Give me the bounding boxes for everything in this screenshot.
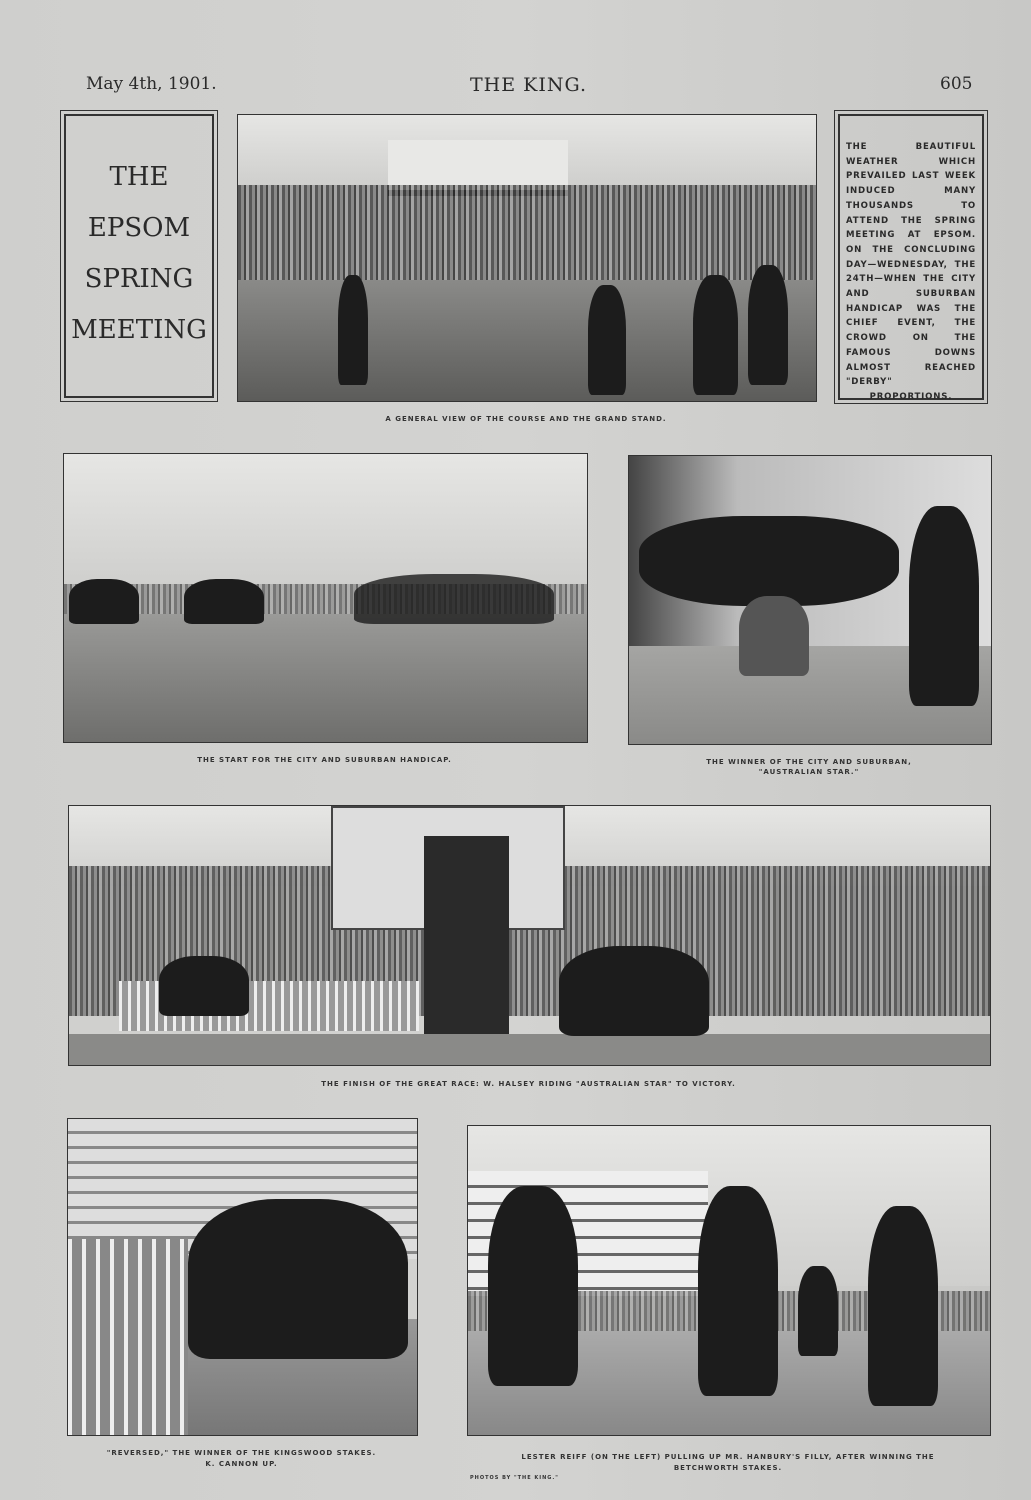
title-line: THE [109,162,169,192]
title-line: MEETING [71,315,207,345]
title-line: SPRING [84,264,194,294]
caption-finish: THE FINISH OF THE GREAT RACE: W. HALSEY RIDING "AUSTRALIAN STAR" TO VICTORY. [321,1080,736,1088]
caption-winner-1: THE WINNER OF THE CITY AND SUBURBAN, [706,758,912,766]
title-box [64,114,214,398]
caption-betchworth-2: BETCHWORTH STAKES. [673,1464,783,1472]
photo-betchworth [467,1125,991,1436]
caption-reversed-1: "REVERSED," THE WINNER OF THE KINGSWOOD STAKES. [106,1449,377,1457]
photo-winner [628,455,992,745]
caption-reversed-2: K. CANNON UP. [205,1460,278,1468]
photo-finish [68,805,991,1066]
title-line: EPSOM [87,213,191,243]
issue-date: May 4th, 1901. [86,74,217,94]
magazine-title: THE KING. [470,74,588,96]
photo-credit: PHOTOS BY "THE KING." [470,1475,559,1481]
caption-betchworth-1: LESTER REIFF (ON THE LEFT) PULLING UP MR. HANBURY'S FILLY, AFTER WINNING THE [521,1453,935,1461]
caption-start: THE START FOR THE CITY AND SUBURBAN HANDICAP. [197,756,452,764]
caption-winner-2: "AUSTRALIAN STAR." [758,768,860,776]
photo-start [63,453,588,743]
photo-reversed [67,1118,418,1436]
photo-general-view [237,114,817,402]
page-number: 605 [940,74,973,94]
intro-box [838,114,984,400]
caption-general-view: A GENERAL VIEW OF THE COURSE AND THE GRAND STAND. [385,415,667,423]
intro-text: THE BEAUTIFUL WEATHER WHICH PREVAILED LAST WEEK INDUCED MANY THOUSANDS TO ATTEND THE SPRING MEETING AT EPSOM. ON THE CONCLUDING DAY—WEDNESDAY, THE 24TH—WHEN THE CITY AND SUBURBAN HANDICAP WAS THE CHIEF EVENT, THE CROWD ON THE FAMOUS DOWNS ALMOST REACHED "DERBY" PROPORTIONS. [846,142,976,402]
